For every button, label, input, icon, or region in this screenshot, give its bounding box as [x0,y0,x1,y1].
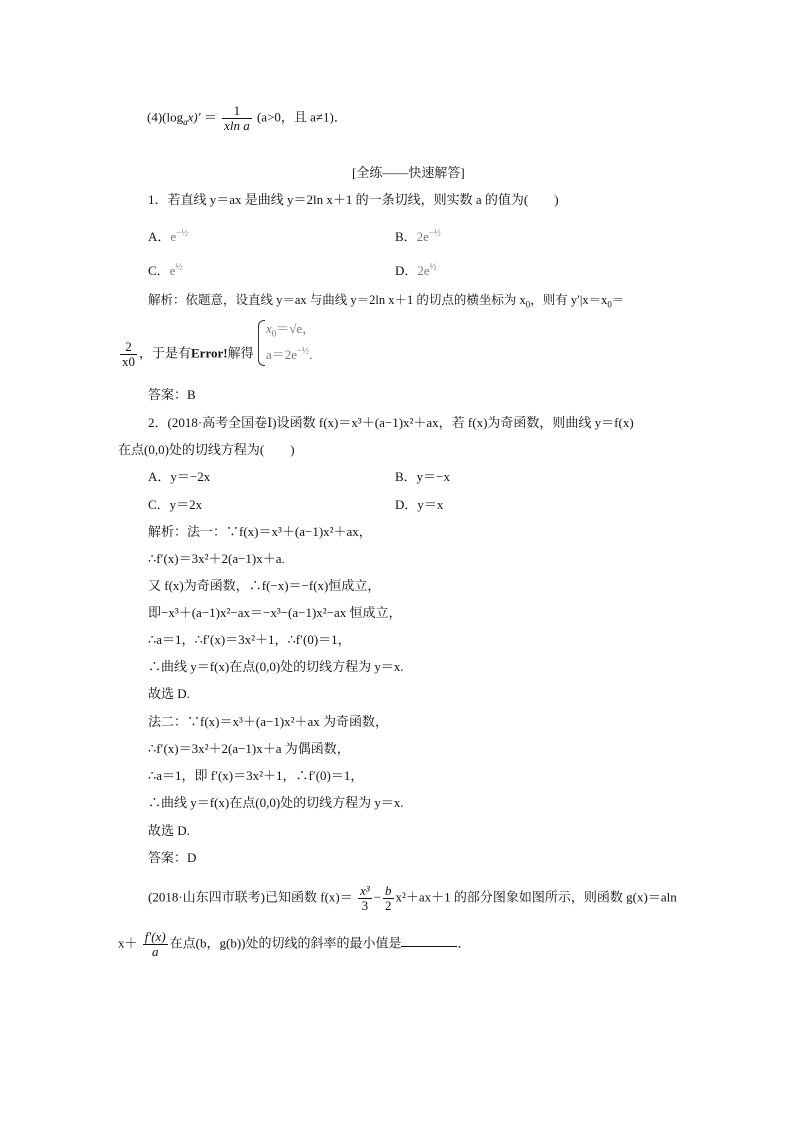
q3-line2: x＋ $\frac{f'(x)}{a}$ 在点(b，g(b))处的切线的斜率的最小值是 ． [118,929,471,959]
q3-fraction-1: $\frac{\text{x³}}{3}$ [359,883,370,913]
section-title: [全练——快速解答] [352,165,465,180]
formula-4-fraction: $\frac{1}{\text{xln a}}$ [224,103,250,133]
q3-fraction-2: $\frac{b}{2}$ [385,883,392,913]
q2-option-d: D．y＝x [395,497,444,512]
q2-solution-line: ∴f′(x)＝3x²＋2(a−1)x＋a. [148,551,285,566]
q1-option-d: D．$2e^{\frac{1}{2}}$ [395,261,437,278]
q2-solution-line: 解析：法一：∵f(x)＝x³＋(a−1)x²＋ax， [148,524,372,539]
q2-solution-line: 即−x³＋(a−1)x²−ax＝−x³−(a−1)x²−ax 恒成立， [148,605,402,620]
q1-solution-line1: 解析：依题意，设直线 y＝ax 与曲线 y＝2ln x＋1 的切点的横坐标为 $x_0$，则有 $y'|x=x_0=$ [148,293,625,310]
q3-fraction-3: $\frac{f'(x)}{a}$ [144,929,166,959]
system-line2: $a=2e^{-\frac{1}{2}}$． [266,345,322,362]
q2-solution-line: ∴曲线 y＝f(x)在点(0,0)处的切线方程为 y＝x. [148,795,404,810]
system-line1: $x_0=√e$， [266,321,316,339]
q2-solution-line: ∴f′(x)＝3x²＋2(a−1)x＋a 为偶函数， [148,741,350,756]
q1-stem: 1．若直线 y＝ax 是曲线 y＝2ln x＋1 的一条切线，则实数 a 的值为( ) [148,192,559,207]
q1-fraction: $\frac{2}{x0}$ [122,339,135,369]
formula-4: $(4)(\log_ax)'$ ＝ $\frac{1}{\text{xln a}}$ (a>0，且 a≠1)． [147,103,347,133]
q2-answer: 答案：D [148,850,197,865]
q3-line1: (2018·山东四市联考)已知函数 f(x)＝ $\frac{\text{x³}}{3}$ − $\frac{b}{2}$ x²＋ax＋1 的部分图象如图所示，则函数 g(x)＝aln [148,883,677,913]
q2-solution-line: ∴a＝1，即 f′(x)＝3x²＋1，∴f′(0)＝1， [148,768,364,783]
q2-option-c: C．y＝2x [148,497,203,512]
q2-solution-line: 又 f(x)为奇函数，∴f(−x)＝−f(x)恒成立， [148,578,381,593]
system-brace [258,320,265,366]
q2-option-a: A．y＝−2x [148,469,211,484]
q1-solution-line2: $\frac{2}{x0}$ ，于是有Error!解得 [122,339,254,369]
q1-answer: 答案：B [148,387,196,402]
q2-solution-line: 法二：∵f(x)＝x³＋(a−1)x²＋ax 为奇函数， [148,714,389,729]
q2-solution-line: 故选 D. [148,686,190,701]
q2-solution-line: 故选 D. [148,823,190,838]
q2-solution-line: ∴a＝1，∴f′(x)＝3x²＋1，∴f′(0)＝1， [148,632,351,647]
q1-option-c: C．$e^{\frac{1}{2}}$ [148,261,183,278]
q2-solution-line: ∴曲线 y＝f(x)在点(0,0)处的切线方程为 y＝x. [148,659,404,674]
q1-option-b: B．$2e^{-\frac{1}{2}}$ [395,227,441,244]
q1-option-a: A．$e^{-\frac{1}{2}}$ [148,227,188,244]
answer-blank[interactable] [401,934,457,947]
q2-option-b: B．y＝−x [395,469,451,484]
q2-stem-line2: 在点(0,0)处的切线方程为( ) [118,442,295,457]
q2-stem-line1: 2．(2018·高考全国卷Ⅰ)设函数 f(x)＝x³＋(a−1)x²＋ax，若 f(x)为奇函数，则曲线 y＝f(x) [148,415,634,430]
